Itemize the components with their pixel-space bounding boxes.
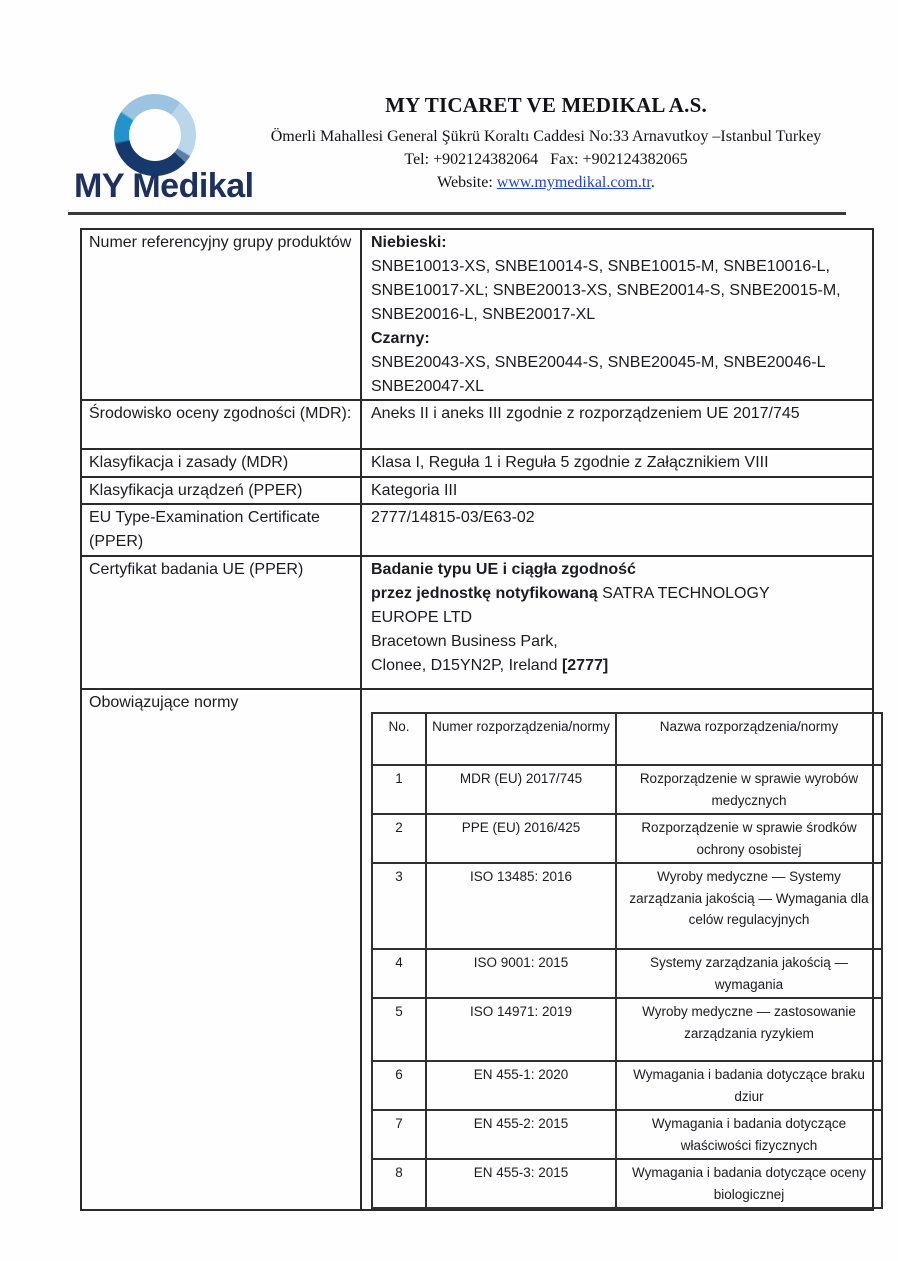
norm-no: 5 [372,998,426,1061]
website-link[interactable]: www.mymedikal.com.tr [496,174,651,191]
company-header [240,93,852,194]
logo-swirl-hole [129,109,181,161]
norms-row [372,814,882,863]
row-label-classification-pper: Klasyfikacja urządzeń (PPER) [81,477,361,504]
norms-header-name: Nazwa rozporządzenia/normy [616,713,882,765]
norm-number: ISO 14971: 2019 [426,998,616,1061]
header-divider [68,212,846,215]
norms-header-no: No. [372,713,426,765]
row-label-eu-type-examination: EU Type-Examination Certificate (PPER) [81,504,361,556]
norm-no: 6 [372,1061,426,1110]
row-value-classification-pper: Kategoria III [361,477,873,504]
company-address: Ömerli Mahallesi General Şükrü Koraltı Caddesi No:33 Arnavutkoy –Istanbul Turkey [270,128,822,145]
table-row [81,229,873,400]
row-label-product-reference: Numer referencyjny grupy produktów [81,229,361,400]
info-table [80,228,874,1211]
norms-row [372,998,882,1061]
norms-row [372,765,882,814]
row-label-classification-mdr: Klasyfikacja i zasady (MDR) [81,449,361,477]
certificate-line2-bold: przez jednostkę notyfikowaną [371,585,598,602]
norm-number: ISO 9001: 2015 [426,949,616,998]
row-label-eu-certificate: Certyfikat badania UE (PPER) [81,556,361,689]
row-value-conformity-environment: Aneks II i aneks III zgodnie z rozporządzeniem UE 2017/745 [361,400,873,449]
company-website-line [240,171,852,194]
certificate-line5-bold: [2777] [561,657,609,674]
norm-name: Systemy zarządzania jakością — wymagania [616,949,882,998]
row-value-applicable-norms [361,689,873,1210]
website-suffix: . [650,174,655,191]
certificate-line2-normal: SATRA TECHNOLOGY [597,585,770,602]
norm-number: MDR (EU) 2017/745 [426,765,616,814]
certificate-line3: EUROPE LTD [371,609,473,626]
black-codes: SNBE20043-XS, SNBE20044-S, SNBE20045-M, SNBE20046-L SNBE20047-XL [371,354,825,395]
norms-row [372,863,882,949]
website-label: Website: [437,174,497,191]
row-value-classification-mdr: Klasa I, Reguła 1 i Reguła 5 zgodnie z Załącznikiem VIII [361,449,873,477]
table-row [81,449,873,477]
row-value-product-reference [361,229,873,400]
norm-name: Wyroby medyczne — zastosowanie zarządzania ryzykiem [616,998,882,1061]
norm-name: Wymagania i badania dotyczące właściwości fizycznych [616,1110,882,1159]
norm-number: EN 455-3: 2015 [426,1159,616,1208]
logo-swirl-icon [114,94,196,176]
blue-heading: Niebieski: [371,234,447,251]
certificate-line1: Badanie typu UE i ciągła zgodność [371,561,636,578]
norms-row [372,1110,882,1159]
norm-name: Wymagania i badania dotyczące oceny biologicznej [616,1159,882,1208]
table-row [81,689,873,1210]
norm-no: 1 [372,765,426,814]
norm-no: 2 [372,814,426,863]
norms-header-number: Numer rozporządzenia/normy [426,713,616,765]
norm-number: PPE (EU) 2016/425 [426,814,616,863]
norm-number: EN 455-1: 2020 [426,1061,616,1110]
norm-number: EN 455-2: 2015 [426,1110,616,1159]
table-row [81,504,873,556]
logo-text: MY Medikal [74,167,254,205]
info-table-wrap [80,228,874,1211]
norms-table [371,712,883,1209]
blue-codes: SNBE10013-XS, SNBE10014-S, SNBE10015-M, SNBE10016-L, SNBE10017-XL; SNBE20013-XS, SNBE20014-S, SNBE20015-M, SNBE20016-L, SNBE20017-XL [371,258,841,323]
company-tel-fax: Tel: +902124382064 Fax: +902124382065 [404,151,688,168]
norm-no: 8 [372,1159,426,1208]
norms-row [372,1159,882,1208]
certificate-line5-normal: Clonee, D15YN2P, Ireland [371,657,562,674]
company-name: MY TICARET VE MEDIKAL A.S. [385,93,707,117]
norm-no: 4 [372,949,426,998]
black-heading: Czarny: [371,330,430,347]
table-row [81,477,873,504]
row-value-eu-certificate [361,556,873,689]
norm-name: Rozporządzenie w sprawie środków ochrony osobistej [616,814,882,863]
norm-no: 7 [372,1110,426,1159]
norm-no: 3 [372,863,426,949]
norms-row [372,1061,882,1110]
row-label-conformity-environment: Środowisko oceny zgodności (MDR): [81,400,361,449]
norm-name: Wyroby medyczne — Systemy zarządzania jakością — Wymagania dla celów regulacyjnych [616,863,882,949]
certificate-line4: Bracetown Business Park, [371,633,558,650]
norm-name: Rozporządzenie w sprawie wyrobów medycznych [616,765,882,814]
norm-name: Wymagania i badania dotyczące braku dziur [616,1061,882,1110]
row-value-eu-type-examination: 2777/14815-03/E63-02 [361,504,873,556]
table-row [81,400,873,449]
norm-number: ISO 13485: 2016 [426,863,616,949]
norms-header-row [372,713,882,765]
table-row [81,556,873,689]
row-label-applicable-norms: Obowiązujące normy [81,689,361,1210]
norms-row [372,949,882,998]
